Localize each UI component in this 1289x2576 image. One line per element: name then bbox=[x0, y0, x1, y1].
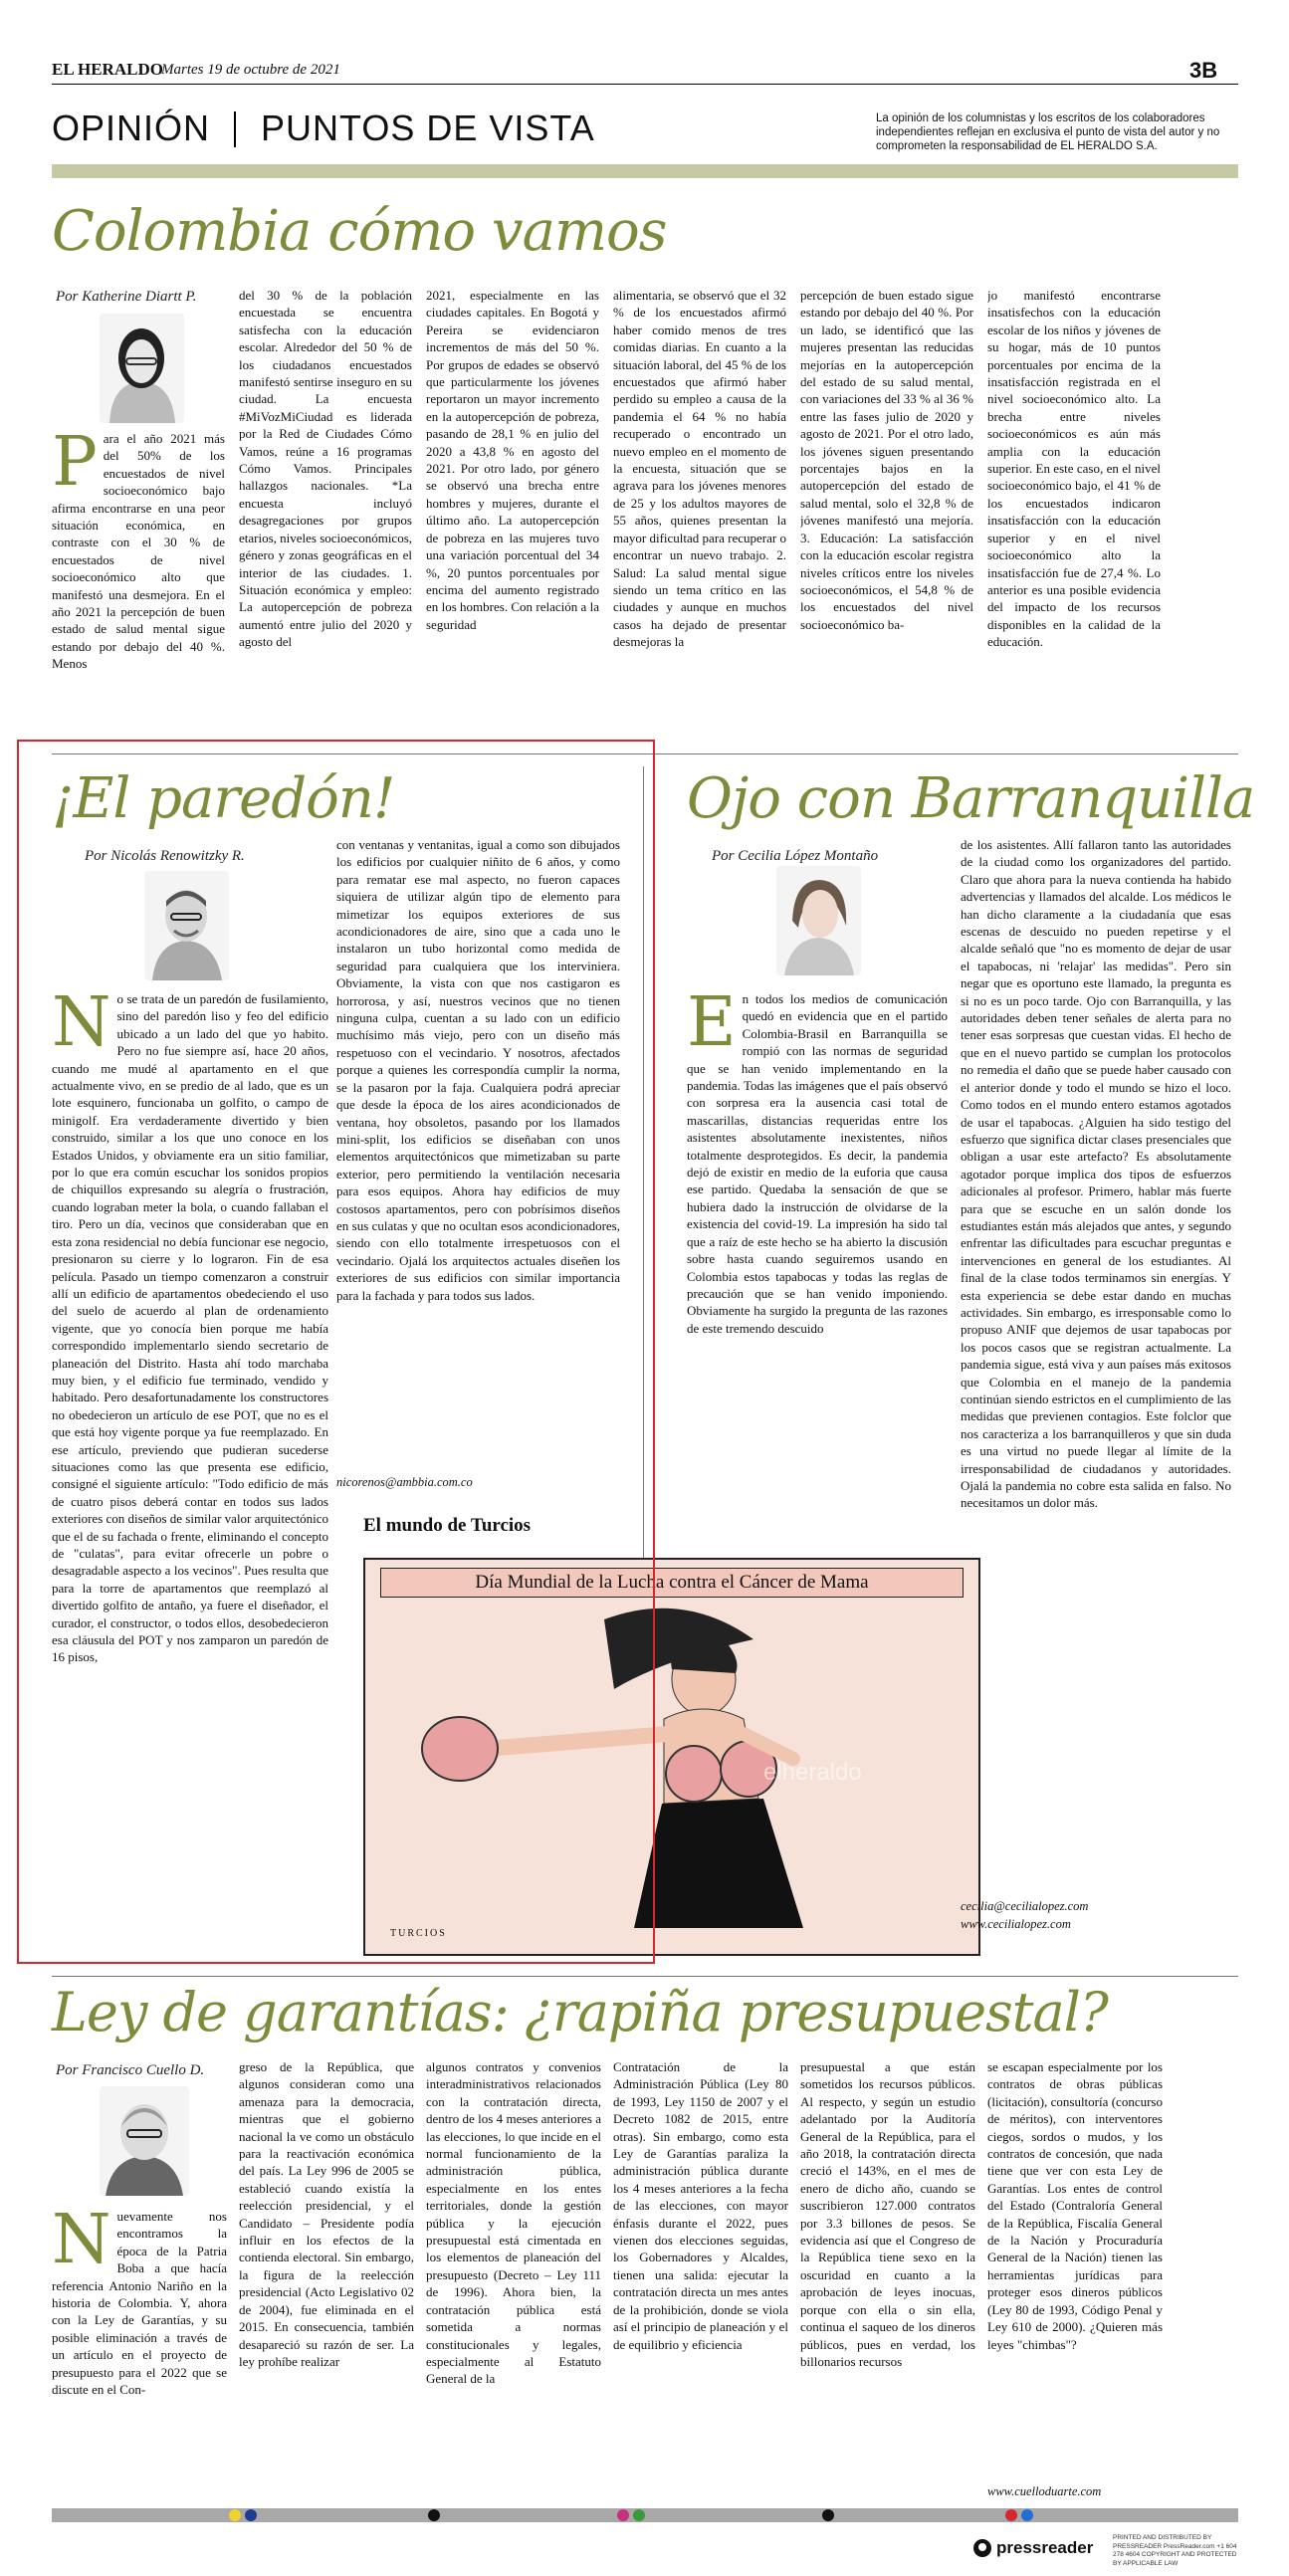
article-column: 2021, especialmente en las ciudades capitales. En Bogotá y Pereira se evidenciaron incrementos de más del 50 %. Por grupos de edades se observó que particularmente los jóvenes reportaron un mayor incremento en la autopercepción de pobreza, pasando de 28,1 % en julio del 2020 a 43,8 % en agosto del 2021. Por otro lado, por género se observó una brecha entre hombres y mujeres, durante el último año. La autopercepción de pobreza en las mujeres tuvo una variación porcentual del 34 %, 20 puntos porcentuales por encima del aumento registrado en los hombres. Con relación a la seguridad bbox=[426, 288, 599, 632]
header-top-rule bbox=[52, 84, 1238, 85]
article-title: Ley de garantías: ¿rapiña presupuestal? bbox=[52, 1981, 1108, 2043]
registration-dot-magenta bbox=[617, 2509, 629, 2521]
registration-dot-blue bbox=[1021, 2509, 1033, 2521]
article-column: En todos los medios de comunicación quedó en evidencia que en el partido Colombia-Brasil en Barranquilla se rompió con las normas de seguridad que se han venido implementando en la pandemia. Todas las imágenes que el país observó con sorpresa era la ausencia casi total de mascarillas, distancias requeridas entre los asistentes absolutamente inexistentes, niños totalmente desprotegidos. Es decir, la pandemia dejó de existir en medio de la euforia que causa ese partido. Quedaba la sensación de que se hubiera dado la instrucción de olvidarse de la existencia del covid-19. La impresión ha sido tal que a raíz de este hecho se ha abierto la discusión sobre hasta cuando seguiremos usando en Colombia estos tapabocas y todas las reglas de precaución que se han venido imponiendo. Obviamente ha surgido la pregunta de las razones de este tremendo descuido bbox=[687, 990, 948, 1336]
article-column: con ventanas y ventanitas, igual a como son dibujados los edificios por cualquier niñito de 6 años, y como para rematar ese mal aspecto, no fueron capaces siquiera de utilizar algún tipo de elemento para mimetizar los equipos exteriores de sus acondicionadores de aire, sino que a cada uno le instalaron un tubo horizontal como medida de seguridad para cualquiera que los interviniera. Obviamente, la vista con que nos castigaron es horrorosa, y así, nuestros vecinos que no tienen ninguna culpa, cuentan a su lado con un edificio muchísimo más viejo, pero con un diseño más respetuoso con el vecindario. Y nosotros, afectados porque a quienes les correspondía cumplir la norma, se la pasaron por la faja. Cualquiera podrá apreciar que desde la época de los aires acondicionados de ventana, hoy obsoletos, pasando por los llamados mini-split, los edificios se diseñaban con unos elementos arquitectónicos que mimetizaban su parte exterior, pero permitiendo la ventilación necesaria para esos equipos. Ahora hay edificios de muy costosos apartamentos, pero con pobrísimos diseños en sus culatas y que no ocultan esos acondicionadores, siendo con ello totalmente irrespetuosos con el vecindario. Ojalá los arquitectos actuales diseñen los exteriores de sus edificios con similar importancia para la fachada y para todos sus lados. bbox=[336, 837, 620, 1303]
registration-dot-blue bbox=[245, 2509, 257, 2521]
author-website[interactable]: www.cecilialopez.com bbox=[961, 1917, 1071, 1931]
drop-cap: P bbox=[52, 430, 98, 502]
registration-dot-black bbox=[428, 2509, 440, 2521]
article-column: presupuestal a que están sometidos los recursos públicos. Al respecto, y según un estudio adelantado por la Auditoría General de la República, para el año 2018, la contratación directa creció el 143%, en el mes de enero de dicho año, cuando se suscribieron 127.000 contratos por 3.3 billones de pesos. Se evidencia así que el Congreso de la República tiene sexo en la oscuridad en cuanto a la aprobación de leyes inocuas, porque con ella o sin ella, continua el saqueo de los dineros públicos, pues en verdad, los billonarios recursos bbox=[800, 2059, 975, 2369]
article-title: Ojo con Barranquilla bbox=[687, 766, 1255, 831]
registration-dot-green bbox=[633, 2509, 645, 2521]
pressreader-icon bbox=[973, 2539, 991, 2557]
page-number: 3B bbox=[1189, 58, 1218, 83]
registration-dot-black bbox=[822, 2509, 834, 2521]
article-column: Contratación de la Administración Pública (Ley 80 de 1993, Ley 1150 de 2007 y el Decreto 1082 de 2015, entre otras). Sin embargo, como esta Ley de Garantías paraliza la administración pública durante los 4 meses anteriores a la fecha de las elecciones, con mayor énfasis durante el 2022, pues vienen dos elecciones seguidas, los Gobernadores y Alcaldes, tienen una salida: ejecutar la contratación directa un mes antes de la prohibición, donde se viola así el principio de planeación y el de equilibrio y eficiencia bbox=[613, 2059, 788, 2352]
section-divider bbox=[234, 111, 236, 147]
pressreader-brand: pressreader bbox=[996, 2538, 1094, 2557]
byline: Por Francisco Cuello D. bbox=[56, 2062, 205, 2078]
article-column: se escapan especialmente por los contratos de obras públicas (licitación), consultoría (concurso de méritos), con interventores ciegos, sordos o mudos, y los contratos de concesión, que nada tiene que ver con esta Ley de Garantías. Los entes de control del Estado (Contraloría General de la República, Fiscalía General de la Nación y Procuraduría General de la Nación) tienen las herramientas jurídicas para proteger esos dineros públicos (Ley 80 de 1993, Código Penal y Ley 610 de 2000). ¿Quieren más leyes "chimbas"? bbox=[987, 2059, 1163, 2352]
highlight-box bbox=[17, 740, 655, 1964]
drop-cap: N bbox=[52, 990, 111, 1062]
byline: Por Katherine Diartt P. bbox=[56, 289, 197, 305]
subsection-title: PUNTOS DE VISTA bbox=[261, 107, 595, 148]
article-column: greso de la República, que algunos consideran como una amenaza para la democracia, mientras que el gobierno nacional la ve como un obstáculo para la reactivación económica del país. La Ley 996 de 2005 se estableció cuando existía la reelección presidencial, y el Candidato – Presidente podía influir en los efectos de la contienda electoral. Sin embargo, la figura de la reelección presidencial (Acto Legislativo 02 de 2004), fue eliminada en el 2015. En consecuencia, también desapareció su razón de ser. La ley prohíbe realizar bbox=[239, 2059, 414, 2369]
article-title: Colombia cómo vamos bbox=[52, 199, 667, 264]
pressreader-logo[interactable] bbox=[973, 2536, 1093, 2560]
article-column: alimentaria, se observó que el 32 % de los encuestados afirmó haber comido menos de tres comidas diarias. En cuanto a la situación laboral, del 45 % de los encuestados que afirmó haber perdido su empleo a causa de la pandemia el 64 % no había recuperado o encontrado un nuevo empleo en el momento de la encuesta, situación que se agrava para los jóvenes menores de 25 y los adultos mayores de 55 años, quienes presentan la mayor dificultad para recuperar o encontrar un nuevo trabajo. 2. Salud: La salud mental sigue siendo un tema crítico en las ciudades y aunque en muchos casos ha dejado de presentar desmejoras la bbox=[613, 288, 786, 650]
disclaimer: La opinión de los columnistas y los escritos de los colaboradores independientes reflejan en exclusiva el punto de vista del autor y no comprometen la responsabilidad de EL HERALDO S.A. bbox=[876, 112, 1220, 152]
header-green-band bbox=[52, 164, 1238, 178]
masthead: EL HERALDO bbox=[52, 60, 163, 79]
author-email[interactable]: cecilia@cecilialopez.com bbox=[961, 1899, 1089, 1913]
author-portrait bbox=[100, 2086, 189, 2196]
drop-cap: E bbox=[687, 990, 737, 1062]
registration-dot-red bbox=[1005, 2509, 1017, 2521]
cartoon-caption-banner: Día Mundial de la Lucha contra el Cáncer de Mama bbox=[380, 1568, 964, 1598]
article-column: jo manifestó encontrarse insatisfechos con la educación escolar de los niños y jóvenes de su hogar, más de 10 puntos porcentuales por encima de la insatisfacción registrada en el nivel socioeconómico alto. La brecha entre niveles socioeconómicos es aún más amplia con la educación superior. En este caso, en el nivel socioeconómico bajo, el 41 % de los encuestados indicaron insatisfacción con la educación superior y en el nivel socioeconómico alto la insatisfacción fue de 27,4 %. Lo anterior es una posible evidencia del impacto de los recursos disponibles en la calidad de la educación. bbox=[987, 288, 1161, 650]
registration-dot-yellow bbox=[229, 2509, 241, 2521]
article-column: del 30 % de la población encuestada se encuentra satisfecha con la educación escolar. Alrededor del 50 % de los ciudadanos encuestados manifestó sentirse inseguro en su ciudad. La encuesta #MiVozMiCiudad es liderada por la Red de Ciudades Cómo Vamos, reúne a 16 programas Cómo Vamos. Principales hallazgos nacionales. *La encuesta incluyó desagregaciones por grupos etarios, niveles socioeconómicos, género y zonas geográficas en el interior de las ciudades. 1. Situación económica y empleo: La autopercepción de pobreza aumentó entre julio del 2020 y agosto del bbox=[239, 288, 412, 650]
article-column: percepción de buen estado sigue estando por debajo del 40 %. Por un lado, se identificó que las mujeres presentan las reducidas mejorías en la autopercepción del estado de su salud mental, con variaciones del 33 % al 36 % entre las fases julio de 2020 y agosto de 2021. Por el otro lado, los jóvenes siguen presentando porcentajes bajos en la autopercepción del estado de salud mental, solo el 32,8 % de jóvenes manifestó una mejoría. 3. Educación: La satisfacción con la educación escolar registra niveles críticos entre los niveles socioeconómicos, el 54,8 % de los encuestados del nivel socioeconómico ba- bbox=[800, 288, 973, 632]
author-portrait bbox=[776, 866, 861, 975]
drop-cap: N bbox=[52, 2208, 111, 2279]
byline: Por Nicolás Renowitzky R. bbox=[85, 848, 245, 864]
cartoon-watermark: elheraldo bbox=[763, 1759, 862, 1786]
byline: Por Cecilia López Montaño bbox=[712, 848, 879, 864]
issue-date: Martes 19 de octubre de 2021 bbox=[161, 62, 340, 78]
section-title: OPINIÓN bbox=[52, 107, 211, 148]
cartoon-signature: TURCIOS bbox=[390, 1928, 447, 1939]
author-website[interactable]: www.cuelloduarte.com bbox=[987, 2484, 1102, 2498]
article-column: Nuevamente nos encontramos la época de la Patria Boba a que hacía referencia Antonio Nariño en la historia de Colombia. Y, ahora con la Ley de Garantías, y su posible eliminación a través de un artículo en el proyecto de presupuesto para el 2022 que se discute en el Con- bbox=[52, 2208, 227, 2398]
fine-print: PRINTED AND DISTRIBUTED BY PRESSREADER PressReader.com +1 604 278 4604 COPYRIGHT AND PROTECTED BY APPLICABLE LAW bbox=[1113, 2534, 1237, 2567]
article-column: No se trata de un paredón de fusilamiento, sino del paredón liso y feo del edificio ubicado a un lado del que yo habito. Pero no fue siempre así, hace 20 años, cuando me mudé al apartamento en el que actualmente vivo, en se predio de al lado, que es un lote esquinero, funcionaba un golfito, o campo de minigolf. Era verdaderamente divertido y bien construido, similar a los que uno conoce en los Estados Unidos, y obviamente era un sitio familiar, por lo que era común escuchar los sonidos propios de chiquillos expresando su alegría o frustración, cuando lograban meter la bola, o cuando fallaban el tiro. Pero un día, vecinos que consideraban que en esta zona residencial no debía funcionar ese negocio, presionaron su cierre y lo lograron. Fin de esa película. Pasado un tiempo comenzaron a construir allí un edificio de apartamentos obedeciendo el uso del suelo de acuerdo al plan de ordenamiento vigente, que yo conocía bien porque me había correspondido implementarlo siendo secretario de planeación del Distrito. Hasta ahí todo marchaba muy bien, y el edificio fue terminado, vendido y habitado. Pero desafortunadamente los constructores no obedecieron un artículo de ese POT, que no es el que está hoy vigente porque ya fue reemplazado. En ese artículo, previendo que pudieran sucederse situaciones como las que presenta ese edificio, consigné el siguiente artículo: "Todo edificio de más de cuatro pisos deberá contar en todos sus lados exteriores con diseños de similar valor arquitectónico que el de su fachada o frente, eliminando el concepto de "culatas", para evitar ofrecerle un pobre o desagradable aspecto a los vecinos". Pues resulta que para la torre de apartamentos que reemplazó al divertido golfito de antaño, ya fuere el diseñador, el curador, el constructor, o todos ellos, desobedecieron esa cláusula del POT y nos zamparon un paredón de 16 pisos, bbox=[52, 990, 328, 1665]
article-title: ¡El paredón! bbox=[52, 766, 395, 831]
author-portrait bbox=[100, 314, 184, 423]
article-column: Para el año 2021 más del 50% de los encuestados de nivel socioeconómico bajo afirma encontrarse en una peor situación económica, en contraste con el 30 % de encuestados de nivel socioeconómico alto que manifestó una desmejora. En el año 2021 la percepción de buen estado de salud mental sigue estando por debajo del 40 %. Menos bbox=[52, 430, 225, 672]
article-column: algunos contratos y convenios interadministrativos relacionados con la contratación directa, dentro de los 4 meses anteriores a las elecciones, lo que incide en el normal funcionamiento de la administración pública, especialmente en los entes territoriales, donde la gestión pública y la ejecución presupuestal está cimentada en los elementos de planeación del presupuesto (Decreto – Ley 111 de 1996). Ahora bien, la contratación pública está sometida a normas constitucionales y legales, especialmente al Estatuto General de la bbox=[426, 2059, 601, 2387]
cartoon-section-title: El mundo de Turcios bbox=[363, 1515, 532, 1536]
author-email[interactable]: nicorenos@ambbia.com.co bbox=[336, 1475, 473, 1489]
row-divider bbox=[52, 1976, 1238, 1977]
article-column: de los asistentes. Allí fallaron tanto las autoridades de la ciudad como los organizadores del partido. Claro que ahora para la nueva contienda ha habido advertencias y llamados del alcalde. Los médicos le han dicho claramente a la ciudadanía que esas escenas de descuido no pueden repetirse y el alcalde señaló que "no es momento de dejar de usar el tapabocas, ni 'relajar' las medidas". Pero sin negar que es oportuno este llamado, la pregunta es si no es un poco tarde. Ojo con Barranquilla, y las autoridades deben tener señales de alerta para no tener esas sorpresas que cuestan vidas. El hecho de que en el nuevo partido se cumplan los protocolos no remedia el daño que se puede haber causado con el anterior donde y todo el mundo se hizo el loco. Como todos en el mundo entero estamos agotados de usar el tapabocas. ¿Alguien ha sido testigo del esfuerzo que significa dictar clases presenciales que obligan a usar este artefacto? Es absolutamente agotador porque implica dos tipos de esfuerzos adicionales al profesor. Primero, hablar más fuerte para que se escuche en un salón donde los estudiantes están más alejados que antes, y segundo enfrentar las dificultades para escuchar preguntas e intervenciones en general de los estudiantes. Al final de la clase todos terminamos sin energías. Y esta experiencia se debe estar dando en muchas actividades. Sin embargo, es irresponsable como lo propuso ANIF que dejemos de usar tapabocas por los pocos casos que se registran actualmente. La pandemia sigue, está viva y aun países más exitosos que Colombia en el manejo de la pandemia continúan siendo estrictos en el cumplimiento de las medidas que previenen contagios. Este folclor que nos caracteriza a los barranquilleros y que sin duda es una virtud no puede llegar al límite de la irresponsabilidad de ciudadanos y autoridades. Ojalá la pandemia no cobre esta salida en falso. No necesitamos un dolor más. bbox=[961, 837, 1231, 1511]
